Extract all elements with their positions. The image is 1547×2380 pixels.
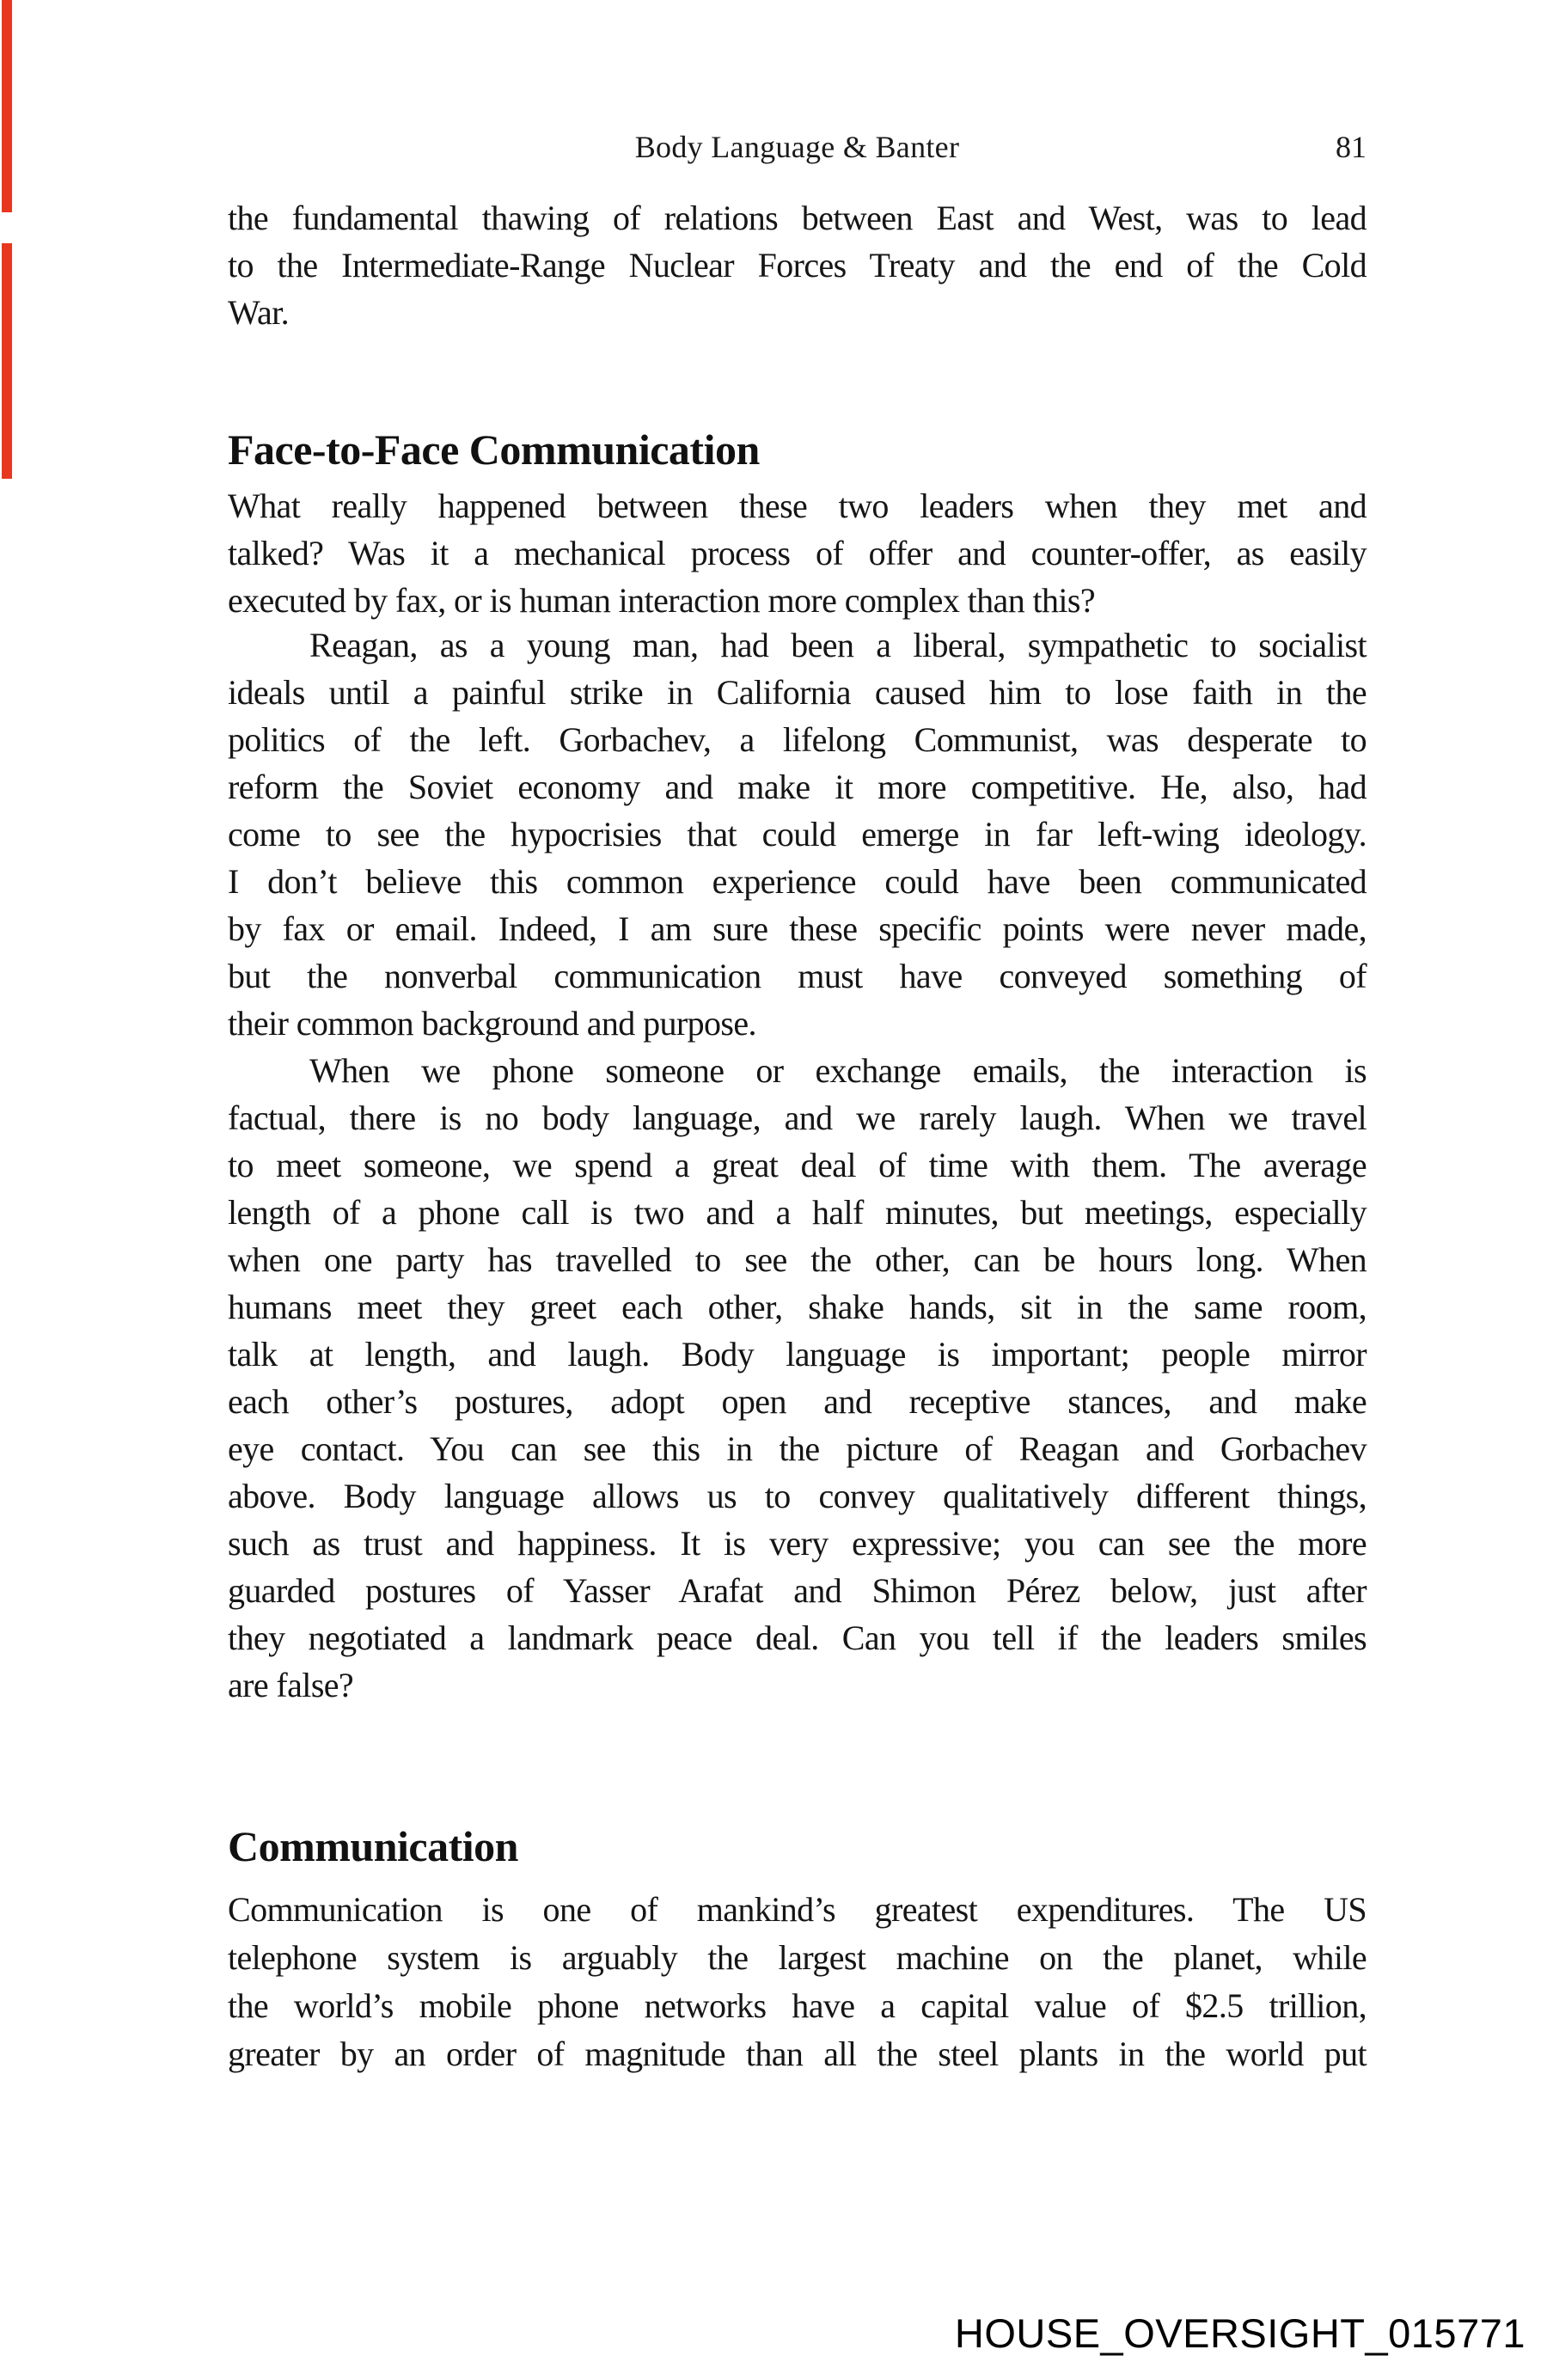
text-line: reform the Soviet economy and make it more competitive. He, also, had (228, 768, 1367, 806)
red-margin-mark-top (2, 0, 12, 212)
page-number: 81 (1336, 130, 1367, 164)
text-line: when one party has travelled to see the other, can be hours long. When (228, 1240, 1367, 1279)
text-line: factual, there is no body language, and we rarely laugh. When we travel (228, 1098, 1367, 1137)
text-line: talk at length, and laugh. Body language is important; people mirror (228, 1335, 1367, 1374)
text-line: such as trust and happiness. It is very expressive; you can see the more (228, 1524, 1367, 1563)
text-line: they negotiated a landmark peace deal. Can you tell if the leaders smiles (228, 1618, 1367, 1657)
text-line: to the Intermediate-Range Nuclear Forces Treaty and the end of the Cold (228, 246, 1367, 284)
text-line: by fax or email. Indeed, I am sure these specific points were never made, (228, 909, 1367, 948)
paragraph (228, 1047, 1367, 1709)
paragraph (228, 1886, 1367, 2078)
text-line: ideals until a painful strike in California caused him to lose faith in the (228, 673, 1367, 712)
text-line: are false? (228, 1666, 354, 1704)
text-line: greater by an order of magnitude than all the steel plants in the world put (228, 2034, 1367, 2073)
section-heading-communication: Communication (228, 1822, 518, 1870)
watermark-bates-number: HOUSE_OVERSIGHT_015771 (954, 2310, 1526, 2356)
text-line: Communication is one of mankind’s greatest expenditures. The US (228, 1890, 1367, 1929)
paragraph (228, 482, 1367, 624)
section-heading-face-to-face: Face-to-Face Communication (228, 425, 760, 474)
red-margin-mark-bottom (2, 243, 12, 479)
text-line: but the nonverbal communication must have conveyed something of (228, 957, 1367, 995)
text-line: When we phone someone or exchange emails, the interaction is (309, 1051, 1367, 1090)
text-line: length of a phone call is two and a half minutes, but meetings, especially (228, 1193, 1367, 1232)
text-line: politics of the left. Gorbachev, a lifelong Communist, was desperate to (228, 720, 1367, 759)
text-line: What really happened between these two leaders when they met and (228, 486, 1367, 525)
text-line: the fundamental thawing of relations between East and West, was to lead (228, 199, 1367, 237)
text-line: come to see the hypocrisies that could emerge in far left-wing ideology. (228, 815, 1367, 853)
text-line: above. Body language allows us to convey qualitatively different things, (228, 1477, 1367, 1515)
intro-paragraph (228, 194, 1367, 336)
text-line: eye contact. You can see this in the picture of Reagan and Gorbachev (228, 1429, 1367, 1468)
text-line: executed by fax, or is human interaction more complex than this? (228, 581, 1096, 620)
text-line: Reagan, as a young man, had been a liberal, sympathetic to socialist (309, 626, 1367, 664)
text-line: War. (228, 293, 290, 332)
text-line: guarded postures of Yasser Arafat and Shimon Pérez below, just after (228, 1571, 1367, 1610)
paragraph (228, 621, 1367, 1047)
text-line: humans meet they greet each other, shake hands, sit in the same room, (228, 1288, 1367, 1326)
text-line: to meet someone, we spend a great deal of time with them. The average (228, 1146, 1367, 1184)
text-line: telephone system is arguably the largest machine on the planet, while (228, 1938, 1367, 1977)
text-line: the world’s mobile phone networks have a capital value of $2.5 trillion, (228, 1986, 1367, 2025)
text-line: talked? Was it a mechanical process of offer and counter-offer, as easily (228, 534, 1367, 572)
text-line: I don’t believe this common experience could have been communicated (228, 862, 1367, 901)
running-header-title: Body Language & Banter (634, 130, 960, 164)
text-line: each other’s postures, adopt open and receptive stances, and make (228, 1382, 1367, 1421)
text-line: their common background and purpose. (228, 1004, 756, 1043)
